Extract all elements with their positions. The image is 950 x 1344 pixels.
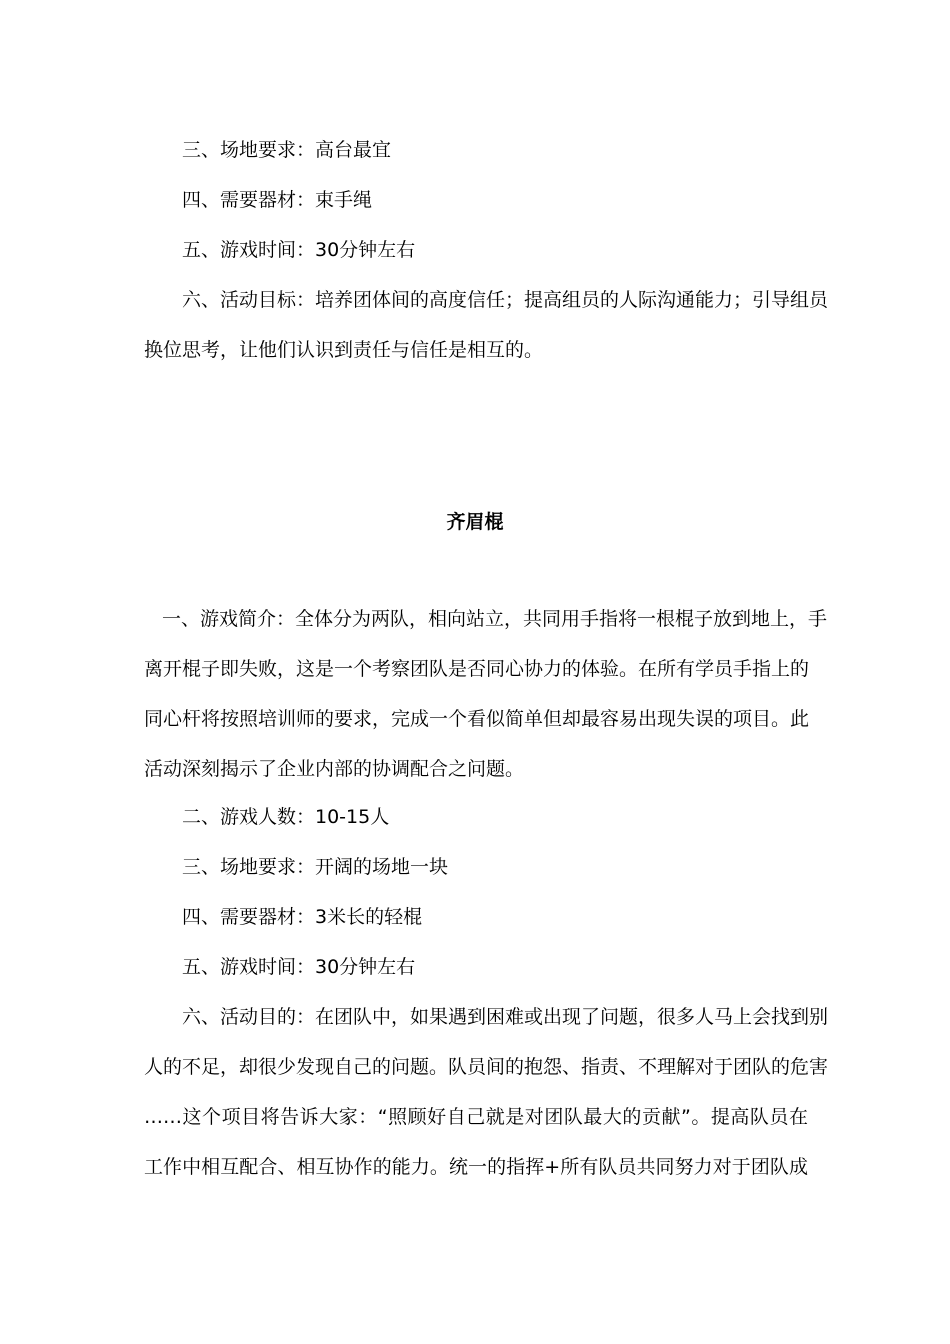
duration-paragraph (144, 225, 808, 275)
intro-line-1: 一、游戏简介：全体分为两队，相向站立，共同用手指将一根棍子放到地上，手 (162, 608, 828, 630)
venue-paragraph (144, 125, 808, 175)
equipment-paragraph (144, 175, 808, 225)
purpose-line-2: 人的不足，却很少发现自己的问题。队员间的抱怨、指责、不理解对于团队的危害 (144, 1056, 829, 1078)
purpose-line-1: 六、活动目的：在团队中，如果遇到困难或出现了问题，很多人马上会找到别 (182, 1006, 829, 1028)
players-text: 二、游戏人数：10-15人 (182, 806, 390, 828)
venue2-paragraph (144, 842, 808, 892)
section-title: 齐眉棍 (446, 511, 504, 533)
equipment2-text: 四、需要器材：3米长的轻棍 (182, 906, 423, 928)
intro-line-3: 同心杆将按照培训师的要求，完成一个看似简单但却最容易出现失误的项目。此 (144, 708, 810, 730)
purpose-paragraph (144, 992, 829, 1192)
equipment2-paragraph (144, 892, 808, 942)
duration2-paragraph (144, 942, 808, 992)
intro-line-4: 活动深刻揭示了企业内部的协调配合之问题。 (144, 758, 525, 780)
purpose-line-4: 工作中相互配合、相互协作的能力。统一的指挥+所有队员共同努力对于团队成 (144, 1156, 808, 1178)
duration-text: 五、游戏时间：30分钟左右 (182, 239, 416, 261)
intro-paragraph (144, 594, 828, 794)
goal-line-2: 换位思考，让他们认识到责任与信任是相互的。 (144, 339, 544, 361)
purpose-line-3: ……这个项目将告诉大家：“照顾好自己就是对团队最大的贡献”。提高队员在 (144, 1106, 808, 1128)
goal-paragraph (144, 275, 829, 375)
venue2-text: 三、场地要求：开阔的场地一块 (182, 856, 449, 878)
duration2-text: 五、游戏时间：30分钟左右 (182, 956, 416, 978)
players-paragraph (144, 792, 808, 842)
goal-line-1: 六、活动目标：培养团体间的高度信任；提高组员的人际沟通能力；引导组员 (182, 289, 829, 311)
intro-line-2: 离开棍子即失败，这是一个考察团队是否同心协力的体验。在所有学员手指上的 (144, 658, 810, 680)
equipment-text: 四、需要器材：束手绳 (182, 189, 373, 211)
venue-text: 三、场地要求：高台最宜 (182, 139, 392, 161)
